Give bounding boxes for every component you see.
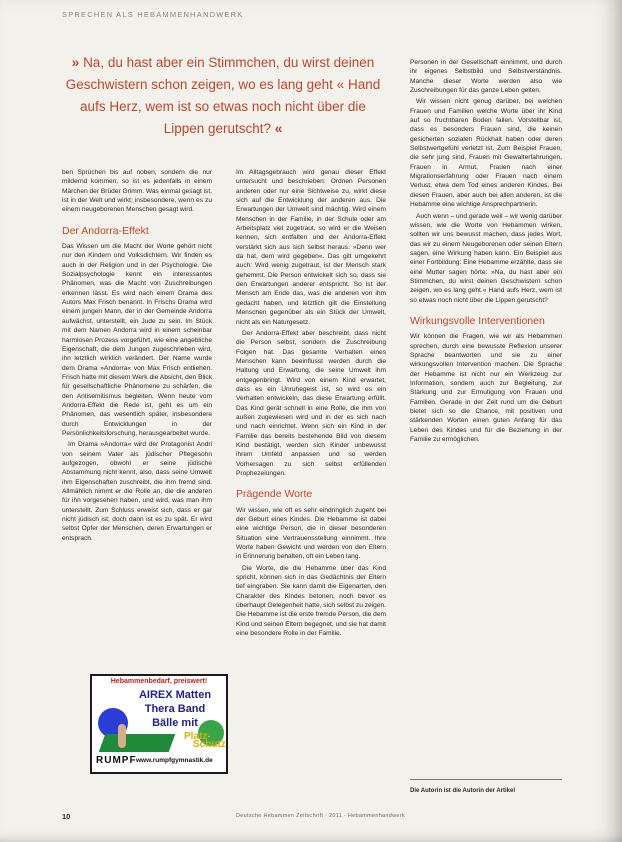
paragraph: Wir wissen nicht genug darüber, bei welchen Frauen und Familien welche Worte über ihr Kind auf so fruchtbaren Boden fallen. Vorstellbar ist, dass es besonders Frauen sind, die keinen gesicherten sozialen Rückhalt haben oder deren Selbstwertgefühl verletzt ist. Zum Beispiel Frauen, die sehr jung sind, Frauen mit Gewalterfahrungen, Frauen in Armut, Frauen nach einer Migrationserfahrung oder Frauen nach einem Verlust, etwa dem Tod eines anderen Kindes. Bei diesen Frauen, aber auch bei allen anderen, ist die Hebamme eine wichtige Ansprechpartnerin.	[410, 98, 562, 209]
advertisement-rumpf[interactable]	[90, 674, 228, 774]
ad-logo: RUMPF	[96, 755, 137, 766]
subheading-interventionen: Wirkungsvolle Interventionen	[410, 314, 545, 327]
exercise-mat-icon	[99, 734, 176, 752]
paragraph: Der Andorra-Effekt aber beschreibt, dass nicht die Person selbst, sondern die Zuschreibung Folgen hat. Das gesamte Verhalten eines Menschen kann beeinflusst werden durch die Haltung und Erwartung, die seine Umwelt ihm entgegenbringt. Wird von einem Kind erwartet, dass es ein Unruhegeist ist, so wird es ein Verhalten entwickeln, das diese Erwartung erfüllt. Das Kind gerät schnell in eine Rolle, die ihm von außen zugewiesen wird und in der es sich nach und nach einrichtet. Wenn sich ein Kind in der Familie das bereits bestehende Bild von diesem Kind bestätigt, werden sich Kinder unbewusst ihrem Umfeld anpassen und so werden Vorhersagen zu sich selbst erfüllenden Prophezeiungen.	[236, 329, 386, 477]
ad-line-theraband: Thera Band	[144, 703, 206, 715]
paragraph: Das Wissen um die Macht der Worte gehört nicht nur den Kindern und Volksdichtern. Wir finden es auch in der Religion und in der Psychologie. Die Sozialpsychologie kennt ein interessantes Phänomen, was die Macht von Zuschreibungen erkennen lässt. Es wird nach einem Drama des Autors Max Frisch benannt. In Frischs Drama wird einem jungen Mann, der in der Gemeinde Andorra aufwächst, unterstellt, ein Jude zu sein. Im Stück mit dem Namen Andorra wird in einem scheinbar harmlosen Prozess vorgeführt, wie eine angebliche Eigenschaft, die dem Jungen zugeschrieben wird, ihn letztlich wirklich verändert. Der Name wurde dem Drama »Andorra« von Max Frisch entliehen. Frisch hatte mit diesem Werk die Absicht, den Blick für gesellschaftliche Phänomene zu schärfen, die den Antisemitismus begleiten. Wenn heute vom Andorra-Effekt die Rede ist, geht es um ein Phänomen, das wesentlich später, insbesondere durch Entwicklungen in der Persönlichkeitsforschung, herausgearbeitet wurde.	[62, 243, 212, 437]
author-footnote: Die Autorin ist die Autorin der Artikel	[410, 788, 516, 794]
paragraph: Die Worte, die die Hebamme über das Kind spricht, können sich in das Gedächtnis der Eltern tief eingraben. Sie kann damit die Eigenarten, den Charakter des Kindes betonen, noch bevor es überhaupt Gelegenheit hatte, sich selbst zu zeigen. Die Hebamme ist die erste fremde Person, die dem Kind und seinen Eltern begegnet, und sie hat damit eine besondere Rolle in der Familie.	[236, 564, 386, 638]
footnote-divider	[410, 779, 562, 780]
page-number: 10	[62, 812, 71, 821]
ad-schutz: Schutz	[193, 739, 226, 750]
ad-header: Hebammenbedarf, preiswert!	[110, 678, 208, 685]
text-column-3	[410, 58, 562, 446]
ad-url-link[interactable]: www.rumpfgymnastik.de	[136, 757, 213, 764]
publication-footer: Deutsche Hebammen Zeitschrift · 2011 · Hebammenhandwerk	[236, 813, 405, 819]
quote-close-mark: «	[274, 121, 283, 136]
paragraph: Wir können die Fragen, wie wir als Hebammen sprechen, durch eine bewusste Reflexion unserer Sprache beantworten und sie zu einer wirkungsvollen Intervention machen. Die Sprache der Hebamme ist nicht nur ein Werkzeug zur Information, sondern auch zur Begleitung, zur Stärkung und zur Ermutigung von Frauen und Familien. Gerade in der Zeit rund um die Geburt bietet sich so die Chance, mit positiven und stärkenden Worten einen guten Anfang für das Leben des Kindes und für die Beziehung in der Familie zu ermöglichen.	[410, 333, 562, 444]
section-label: SPRECHEN ALS HEBAMMENHANDWERK	[62, 10, 244, 19]
person-icon	[118, 724, 126, 748]
paragraph: Im Alltagsgebrauch wird genau dieser Effekt untersucht und beschrieben: Ordnen Personen anderen oder nur eine Sichtweise zu, wirkt diese sich auf die Entwicklung der anderen aus. Die Erwartungen der Umwelt sind mächtig. Wird einem Menschen in der Familie, in der Schule oder am Arbeitsplatz viel zugetraut, so wird er die Weisen kennen, sich entfalten und der Andorra-Effekt verstärkt sich aus sich selbst heraus. »Denn wer da hat, dem wird gegeben«. Das gilt umgekehrt auch: Wird wenig zugetraut, ist der Mensch stark gehemmt. Die Person entwickelt sich so, dass sie den Erwartungen anderer entspricht. So ist der Mensch am Ende das, was die anderen von ihm gedacht haben, und letztlich gilt die Einstellung Menschen gegenüber als ein Stück der Umwelt, nicht als ein Naturgesetz.	[236, 169, 386, 326]
pull-quote	[58, 52, 388, 140]
subheading-praegende-worte: Prägende Worte	[236, 488, 313, 501]
text-column-2	[236, 168, 386, 641]
pull-quote-text: Na, du hast aber ein Stimmchen, du wirst deinen Geschwistern schon zeigen, wo es lang geht « Hand aufs Herz, wem ist so etwas noch nicht über die Lippen gerutscht?	[65, 55, 381, 136]
quote-open-mark: »	[71, 55, 80, 70]
paragraph: Auch wenn – und gerade weil – wir wenig darüber wissen, wie die Worte von Hebammen wirken, sollten wir uns bewusst machen, dass jedes Wort, das wir zu einem Neugeborenen oder seinen Eltern sagen, eine Wirkung haben kann. Ein Beispiel aus einer Fortbildung: Eine Hebamme erzählte, dass sie eine Mutter sagen hörte: »Na, du hast aber ein Stimmchen, du wirst deinen Geschwistern schon zeigen, wo es lang geht.« Hand aufs Herz, wem ist so etwas noch nicht über die Lippen gerutscht?	[410, 212, 562, 304]
text-column-1	[62, 168, 212, 545]
paragraph: ben Sprüchen bis auf noben, sondern die nur mildernd kommen, so ist es jedenfalls in einem Märchen der Brüder Grimm. Was einmal gesagt ist, ist in der Welt und wirkt; insbesondere, wenn es zu einem neugeborenen Menschen gesagt wird.	[62, 169, 212, 214]
ad-line-baelle: Bälle mit	[152, 717, 198, 729]
paragraph: Personen in der Gesellschaft einnimmt, und durch ihr eigenes Selbstbild und Selbstverständnis. Manche dieser Worte werden also wie Zuschreibungen für das ganze Leben gelten.	[410, 59, 562, 95]
paragraph: Wir wissen, wie oft es sehr eindringlich zugeht bei der Geburt eines Kindes. Die Hebamme ist dabei eine wichtige Person, die in dieser besonderen Situation eine Vertrauensstellung einnimmt. Ihre Worte haben Gewicht und werden von den Eltern in Erinnerung behalten, oft ein Leben lang.	[236, 506, 386, 561]
subheading-andorra-effekt: Der Andorra-Effekt	[62, 224, 149, 237]
ad-platz: Platz-	[184, 731, 211, 742]
ad-line-airex: AIREX Matten	[138, 689, 212, 701]
paragraph: Im Drama »Andorra« wird der Protagonist Andri von seinem Vater als jüdischer Pflegesohn aufgezogen, obwohl er seine jüdische Abstammung nicht kennt, also, dass seine Umwelt ihm Eigenschaften zuschreibt, die ihm fremd sind. Allmählich nimmt er die Rolle an, die die anderen für ihn vorgesehen haben, und wird, was man ihm unterstellt. Zum Schluss erweist sich, dass er gar nicht jüdisch ist; doch dann ist es zu spät. Er wird selbst Opfer der Menschen, deren Erwartungen er entsprach.	[62, 441, 212, 542]
